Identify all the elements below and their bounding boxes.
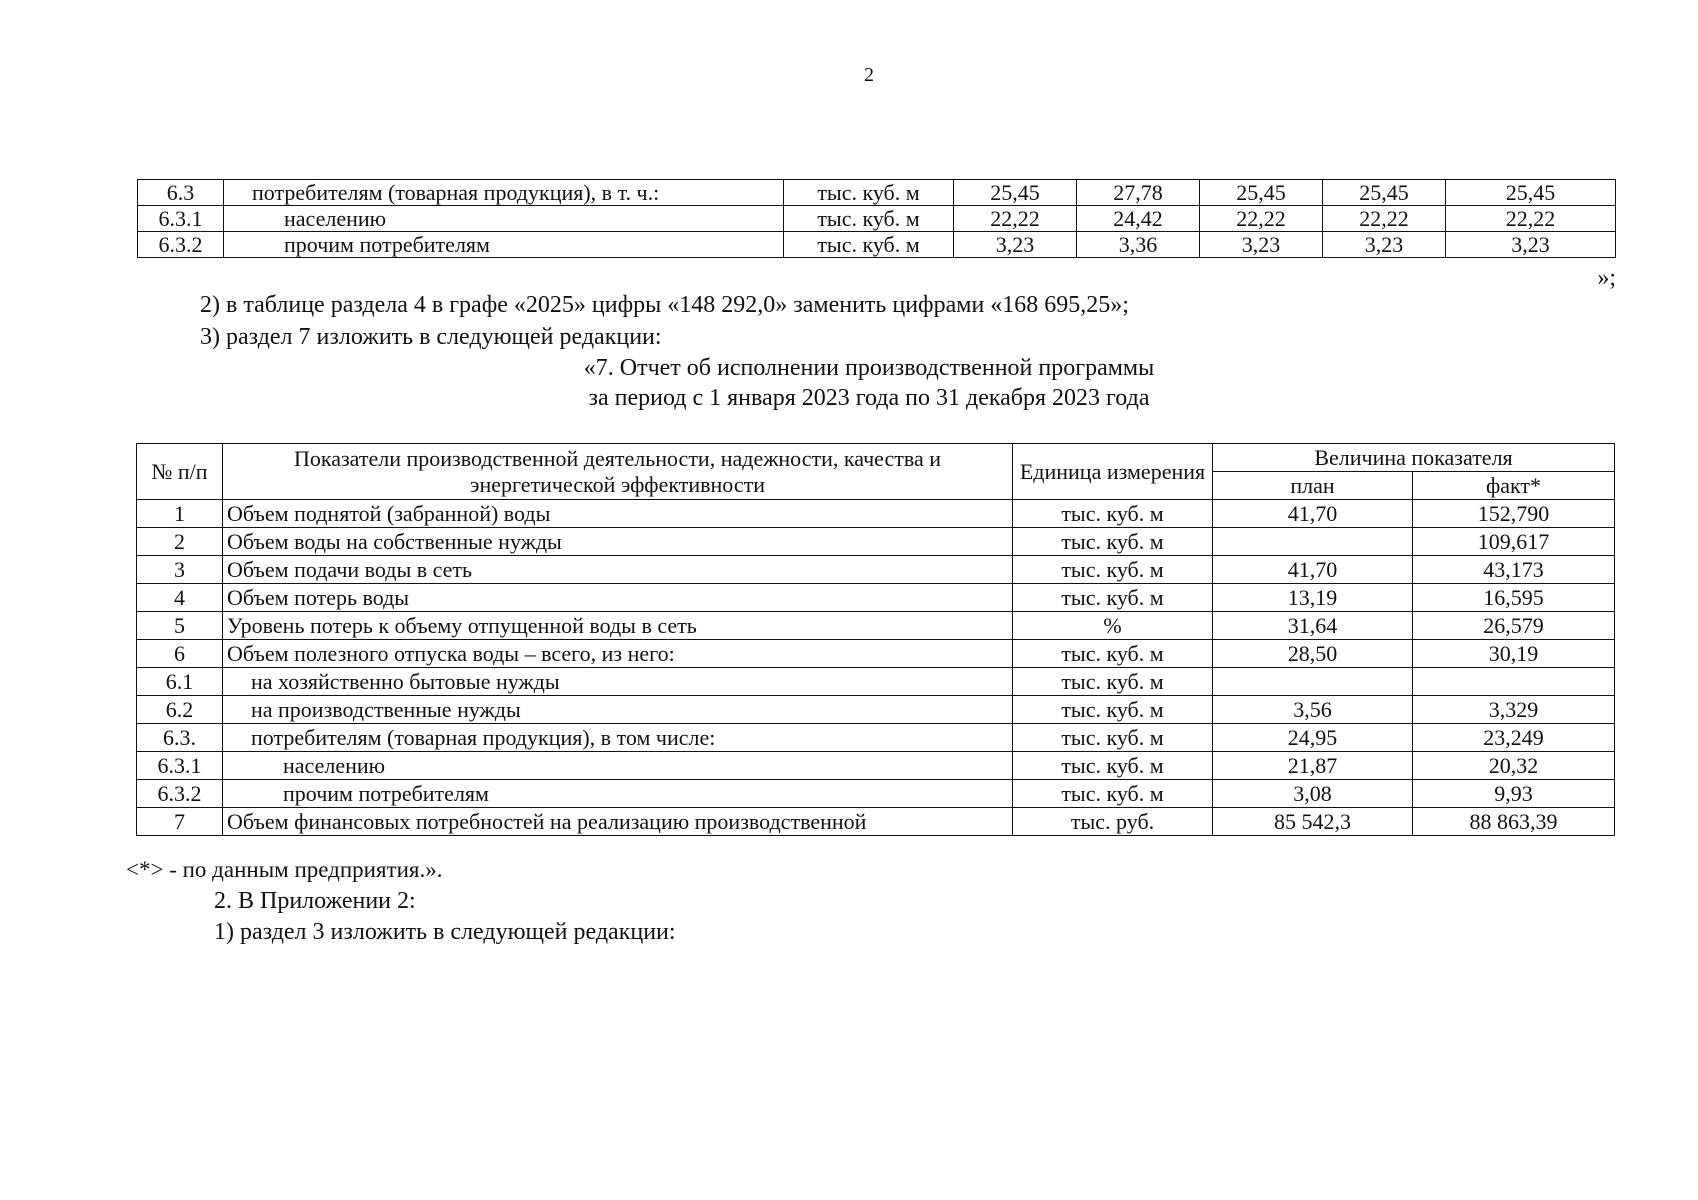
row-fact: 23,249 xyxy=(1413,724,1615,752)
row-plan: 85 542,3 xyxy=(1213,808,1413,836)
section-heading-line-1: «7. Отчет об исполнении производственной программы xyxy=(583,355,1155,381)
row-value: 22,22 xyxy=(954,206,1077,232)
row-unit: тыс. куб. м xyxy=(1013,696,1213,724)
table-row xyxy=(137,752,1615,780)
row-unit: тыс. куб. м xyxy=(784,232,954,258)
row-name: населению xyxy=(224,206,784,232)
row-fact: 30,19 xyxy=(1413,640,1615,668)
row-number: 2 xyxy=(137,528,223,556)
row-name: населению xyxy=(223,752,1013,780)
row-name: прочим потребителям xyxy=(223,780,1013,808)
row-value: 3,36 xyxy=(1077,232,1200,258)
row-number: 6.1 xyxy=(137,668,223,696)
row-plan: 3,08 xyxy=(1213,780,1413,808)
continuation-table-body xyxy=(138,180,1616,258)
row-fact: 109,617 xyxy=(1413,528,1615,556)
row-unit: тыс. куб. м xyxy=(1013,500,1213,528)
report-table-body xyxy=(137,500,1615,836)
row-name: Объем поднятой (забранной) воды xyxy=(223,500,1013,528)
header-indicator: Показатели производственной деятельности, надежности, качества и энергетической эффективности xyxy=(223,444,1013,500)
row-number: 4 xyxy=(137,584,223,612)
table-row xyxy=(137,556,1615,584)
paragraph-item-2: 2) в таблице раздела 4 в графе «2025» цифры «148 292,0» заменить цифрами «168 695,25»; xyxy=(200,292,1129,318)
row-unit: тыс. руб. xyxy=(1013,808,1213,836)
row-fact: 3,329 xyxy=(1413,696,1615,724)
row-fact: 9,93 xyxy=(1413,780,1615,808)
row-unit: % xyxy=(1013,612,1213,640)
row-value: 25,45 xyxy=(954,180,1077,206)
row-fact xyxy=(1413,668,1615,696)
footnote: <*> - по данным предприятия.». xyxy=(126,857,443,882)
table-row xyxy=(137,780,1615,808)
table-row xyxy=(138,180,1616,206)
row-number: 3 xyxy=(137,556,223,584)
table-row xyxy=(137,612,1615,640)
table-row xyxy=(138,232,1616,258)
row-unit: тыс. куб. м xyxy=(1013,780,1213,808)
row-name: на производственные нужды xyxy=(223,696,1013,724)
row-name: Объем полезного отпуска воды – всего, из него: xyxy=(223,640,1013,668)
row-fact: 43,173 xyxy=(1413,556,1615,584)
row-number: 6.2 xyxy=(137,696,223,724)
report-table-header-row xyxy=(137,444,1615,472)
row-value: 25,45 xyxy=(1200,180,1323,206)
header-fact: факт* xyxy=(1413,472,1615,500)
row-value: 25,45 xyxy=(1323,180,1446,206)
row-fact: 152,790 xyxy=(1413,500,1615,528)
row-unit: тыс. куб. м xyxy=(1013,528,1213,556)
row-unit: тыс. куб. м xyxy=(1013,556,1213,584)
table-row xyxy=(137,724,1615,752)
table-row xyxy=(137,500,1615,528)
row-name: Объем потерь воды xyxy=(223,584,1013,612)
row-unit: тыс. куб. м xyxy=(1013,668,1213,696)
header-value-group: Величина показателя xyxy=(1213,444,1615,472)
row-number: 6.3. xyxy=(137,724,223,752)
row-fact: 88 863,39 xyxy=(1413,808,1615,836)
row-value: 22,22 xyxy=(1446,206,1616,232)
row-plan: 28,50 xyxy=(1213,640,1413,668)
row-plan: 41,70 xyxy=(1213,556,1413,584)
closing-quote: »; xyxy=(1597,265,1616,291)
row-number: 6 xyxy=(137,640,223,668)
row-unit: тыс. куб. м xyxy=(1013,752,1213,780)
table-row xyxy=(137,668,1615,696)
row-plan: 13,19 xyxy=(1213,584,1413,612)
row-number: 5 xyxy=(137,612,223,640)
header-plan: план xyxy=(1213,472,1413,500)
row-name: потребителям (товарная продукция), в т. ч.: xyxy=(224,180,784,206)
paragraph-item-3: 3) раздел 7 изложить в следующей редакции: xyxy=(200,324,662,350)
table-row xyxy=(137,808,1615,836)
row-name: на хозяйственно бытовые нужды xyxy=(223,668,1013,696)
row-plan xyxy=(1213,528,1413,556)
table-row xyxy=(137,528,1615,556)
section-heading-line-2: за период с 1 января 2023 года по 31 декабря 2023 года xyxy=(588,385,1150,411)
row-value: 25,45 xyxy=(1446,180,1616,206)
page-number: 2 xyxy=(864,64,874,86)
row-value: 27,78 xyxy=(1077,180,1200,206)
row-value: 22,22 xyxy=(1200,206,1323,232)
row-value: 3,23 xyxy=(954,232,1077,258)
row-value: 3,23 xyxy=(1200,232,1323,258)
row-number: 7 xyxy=(137,808,223,836)
table-row xyxy=(137,640,1615,668)
row-value: 3,23 xyxy=(1323,232,1446,258)
row-plan: 41,70 xyxy=(1213,500,1413,528)
row-plan: 21,87 xyxy=(1213,752,1413,780)
row-unit: тыс. куб. м xyxy=(1013,724,1213,752)
row-plan xyxy=(1213,668,1413,696)
row-name: Объем подачи воды в сеть xyxy=(223,556,1013,584)
row-unit: тыс. куб. м xyxy=(784,180,954,206)
row-name: Объем воды на собственные нужды xyxy=(223,528,1013,556)
row-number: 1 xyxy=(137,500,223,528)
row-plan: 3,56 xyxy=(1213,696,1413,724)
row-unit: тыс. куб. м xyxy=(1013,640,1213,668)
row-name: Объем финансовых потребностей на реализацию производственной xyxy=(223,808,1013,836)
row-unit: тыс. куб. м xyxy=(784,206,954,232)
table-row xyxy=(137,584,1615,612)
row-unit: тыс. куб. м xyxy=(1013,584,1213,612)
row-number: 6.3 xyxy=(138,180,224,206)
row-value: 24,42 xyxy=(1077,206,1200,232)
row-number: 6.3.1 xyxy=(137,752,223,780)
table-row xyxy=(137,696,1615,724)
header-unit: Единица измерения xyxy=(1013,444,1213,500)
row-value: 22,22 xyxy=(1323,206,1446,232)
row-fact: 26,579 xyxy=(1413,612,1615,640)
header-number: № п/п xyxy=(137,444,223,500)
row-fact: 16,595 xyxy=(1413,584,1615,612)
row-name: Уровень потерь к объему отпущенной воды в сеть xyxy=(223,612,1013,640)
row-number: 6.3.1 xyxy=(138,206,224,232)
appendix-2-line: 2. В Приложении 2: xyxy=(214,888,416,914)
row-name: потребителям (товарная продукция), в том числе: xyxy=(223,724,1013,752)
row-value: 3,23 xyxy=(1446,232,1616,258)
row-number: 6.3.2 xyxy=(137,780,223,808)
row-plan: 24,95 xyxy=(1213,724,1413,752)
row-number: 6.3.2 xyxy=(138,232,224,258)
continuation-table xyxy=(137,179,1616,258)
row-fact: 20,32 xyxy=(1413,752,1615,780)
row-plan: 31,64 xyxy=(1213,612,1413,640)
table-row xyxy=(138,206,1616,232)
row-name: прочим потребителям xyxy=(224,232,784,258)
appendix-item-1: 1) раздел 3 изложить в следующей редакции: xyxy=(214,919,676,945)
report-table xyxy=(136,443,1615,836)
